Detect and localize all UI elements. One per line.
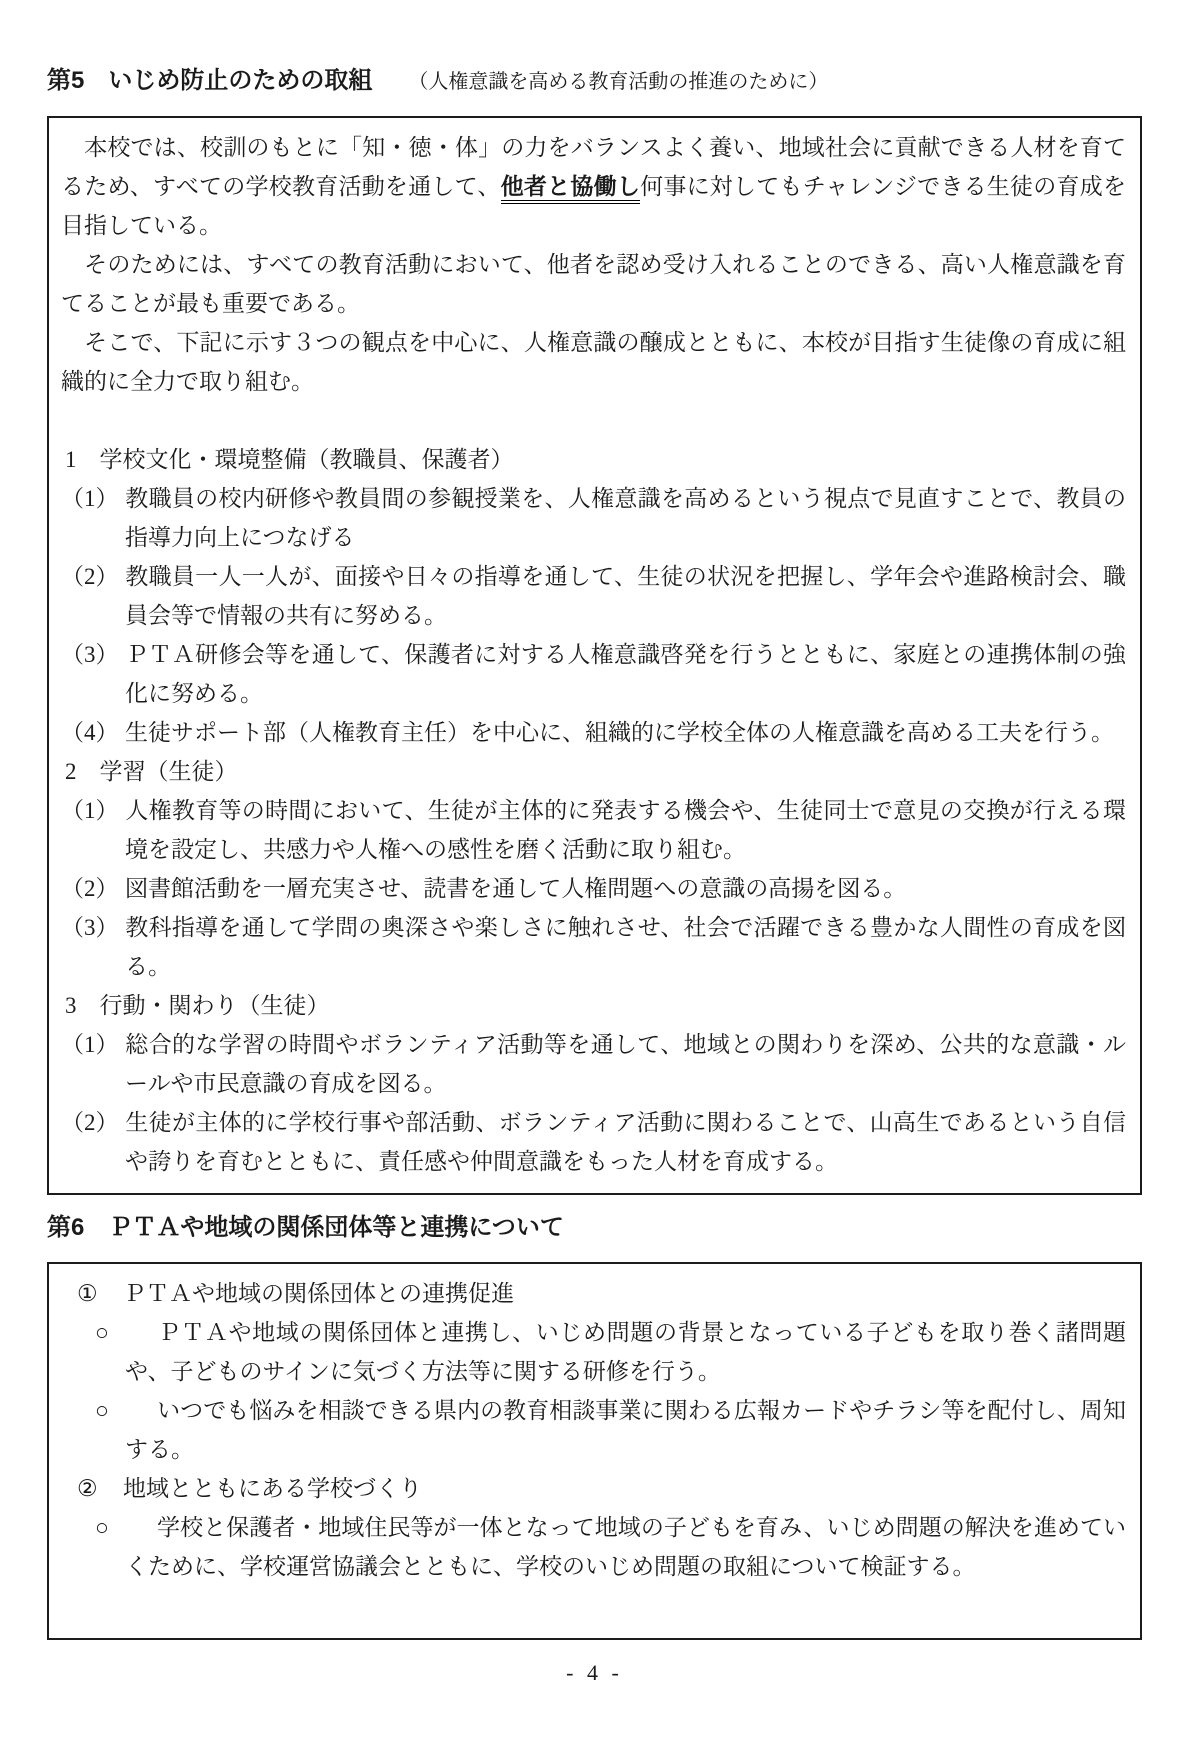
item-text: 人権教育等の時間において、生徒が主体的に発表する機会や、生徒同士で意見の交換が行える環境を設定し、共感力や人権への感性を磨く活動に取り組む。: [125, 798, 1126, 862]
s6-group1-item1: [61, 1313, 1126, 1391]
s5-group1-item4: [61, 713, 1126, 752]
s6-group1-heading: [61, 1274, 1126, 1313]
s5-group2-item3: [61, 908, 1126, 986]
section5-subtitle: （人権意識を高める教育活動の推進のために）: [408, 71, 829, 93]
group-marker: ①: [77, 1281, 98, 1306]
intro-paragraph-3: そこで、下記に示す３つの観点を中心に、人権意識の醸成とともに、本校が目指す生徒像の育成に組織的に全力で取り組む。: [61, 330, 1126, 394]
section6-box: [47, 1262, 1142, 1640]
group-heading-text: ＰＴＡや地域の関係団体との連携促進: [123, 1281, 514, 1306]
circle-marker: ○: [95, 1515, 109, 1540]
item-marker: （3）: [61, 915, 119, 940]
s5-group2-item1: [61, 791, 1126, 869]
section6-title: ＰＴＡや地域の関係団体等と連携について: [108, 1214, 564, 1241]
intro-paragraph-1-pre: 本校では、校訓のもとに「知・徳・体」の力をバランスよく養い、地域社会に貢献できる人材を育てるため、すべての学校教育活動を通して、: [61, 135, 1126, 199]
item-text: 総合的な学習の時間やボランティア活動等を通して、地域との関わりを深め、公共的な意識・ルールや市民意識の育成を図る。: [125, 1032, 1126, 1096]
section6-heading: [47, 1211, 1142, 1245]
s6-group2-item1: [61, 1508, 1126, 1586]
circle-marker: ○: [95, 1320, 109, 1345]
intro-paragraph-1-emphasis: 他者と協働し: [501, 174, 640, 204]
section5-box: [47, 116, 1142, 1195]
s5-group1-item3: [61, 635, 1126, 713]
intro-paragraph-2: そのためには、すべての教育活動において、他者を認め受け入れることのできる、高い人権意識を育てることが最も重要である。: [61, 252, 1126, 316]
item-marker: （4）: [61, 720, 119, 745]
item-text: 生徒サポート部（人権教育主任）を中心に、組織的に学校全体の人権意識を高める工夫を行う。: [125, 720, 1114, 745]
item-text: ＰＴＡ研修会等を通して、保護者に対する人権意識啓発を行うとともに、家庭との連携体制の強化に努める。: [125, 642, 1126, 706]
item-marker: （2）: [61, 876, 119, 901]
s6-group1-item2: [61, 1391, 1126, 1469]
s5-group1-item1: [61, 479, 1126, 557]
s6-group2-heading: [61, 1469, 1126, 1508]
section5-heading: [47, 64, 1142, 99]
item-marker: （1）: [61, 798, 119, 823]
page-number: - 4 -: [566, 1660, 623, 1685]
s5-group2-heading: 2 学習（生徒）: [65, 759, 238, 784]
s5-group1-item2: [61, 557, 1126, 635]
s5-group3-heading: 3 行動・関わり（生徒）: [65, 993, 330, 1018]
s5-group1-heading: 1 学校文化・環境整備（教職員、保護者）: [65, 447, 514, 472]
item-marker: （3）: [61, 642, 119, 667]
intro-paragraph-1: [61, 128, 1126, 245]
item-text: 学校と保護者・地域住民等が一体となって地域の子どもを育み、いじめ問題の解決を進めていくために、学校運営協議会とともに、学校のいじめ問題の取組について検証する。: [125, 1515, 1126, 1579]
s5-group3-item1: [61, 1025, 1126, 1103]
item-marker: （1）: [61, 486, 119, 511]
item-marker: （2）: [61, 1110, 119, 1135]
item-text: 生徒が主体的に学校行事や部活動、ボランティア活動に関わることで、山高生であるという自信や誇りを育むとともに、責任感や仲間意識をもった人材を育成する。: [125, 1110, 1126, 1174]
item-text: 図書館活動を一層充実させ、読書を通して人権問題への意識の高揚を図る。: [125, 876, 907, 901]
item-marker: （1）: [61, 1032, 119, 1057]
spacer: [61, 401, 1126, 440]
section5-number: 第5: [47, 67, 85, 94]
item-text: 教職員一人一人が、面接や日々の指導を通して、生徒の状況を把握し、学年会や進路検討会、職員会等で情報の共有に努める。: [125, 564, 1126, 628]
section6-number: 第6: [47, 1214, 85, 1241]
circle-marker: ○: [95, 1398, 109, 1423]
group-marker: ②: [77, 1476, 98, 1501]
section5-title: いじめ防止のための取組: [108, 67, 373, 94]
intro-paragraph-1-post: 何事に対してもチャレンジできる生徒の育成を目指している。: [61, 174, 1126, 238]
item-text: いつでも悩みを相談できる県内の教育相談事業に関わる広報カードやチラシ等を配付し、周知する。: [125, 1398, 1126, 1462]
item-text: 教科指導を通して学問の奥深さや楽しさに触れさせ、社会で活躍できる豊かな人間性の育成を図る。: [125, 915, 1126, 979]
s5-group3-item2: [61, 1103, 1126, 1181]
item-text: ＰＴＡや地域の関係団体と連携し、いじめ問題の背景となっている子どもを取り巻く諸問題や、子どものサインに気づく方法等に関する研修を行う。: [125, 1320, 1127, 1384]
group-heading-text: 地域とともにある学校づくり: [123, 1476, 422, 1501]
item-marker: （2）: [61, 564, 119, 589]
s5-group2-item2: [61, 869, 1126, 908]
item-text: 教職員の校内研修や教員間の参観授業を、人権意識を高めるという視点で見直すことで、教員の指導力向上につなげる: [125, 486, 1126, 550]
